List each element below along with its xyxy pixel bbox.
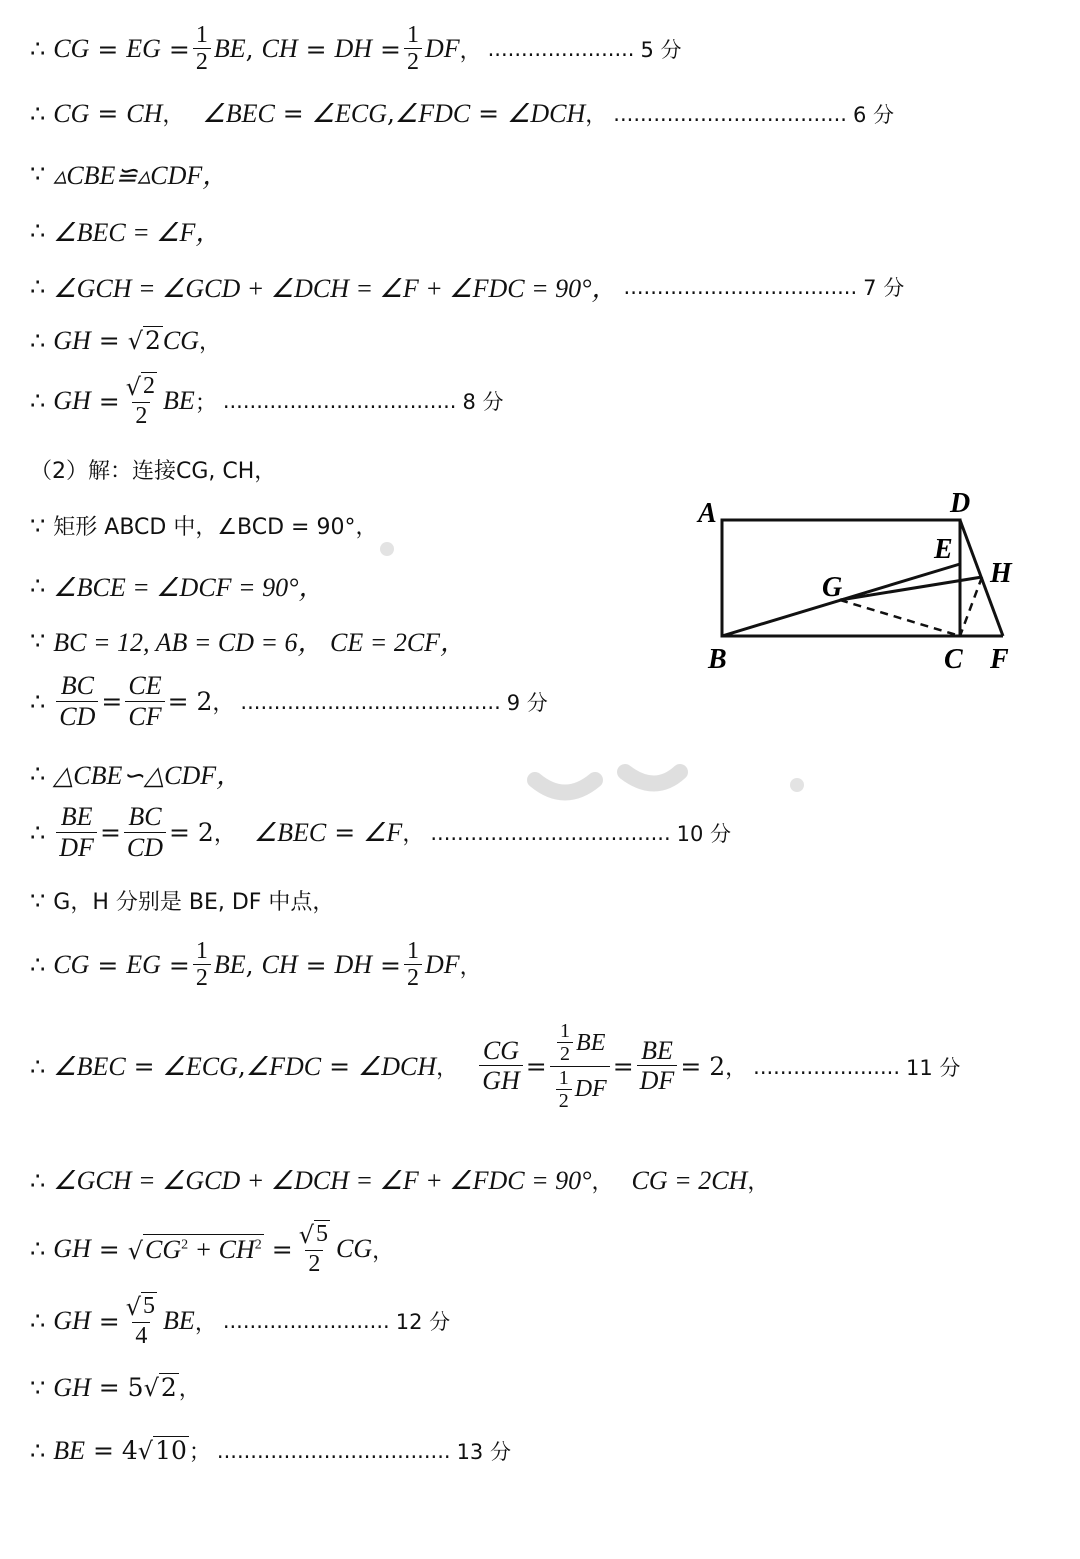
midpoint-statement: G，H 分别是 BE, DF 中点， [53,890,335,915]
proof-line-20: ∴ GH = √ 5 4 BE ， ......................... 12 分 [30,1293,451,1349]
score-label: 6 分 [852,102,894,127]
proof-line-7: ∴ GH = √ 2 2 BE ； ................................... 8 分 [30,373,504,429]
angle-statement: ∠BEC = ∠F， [53,218,222,247]
segment-cg-dashed [840,600,960,636]
therefore-symbol: ∴ [30,272,46,301]
proof-line-3 [30,155,228,192]
dots-leader: ....................................... [240,689,501,714]
label-g: G [822,572,843,603]
therefore-symbol: ∴ [30,818,46,847]
given-lengths: BC = 12, AB = CD = 6， CE = 2CF， [53,628,467,657]
dots-leader: ......................... [222,1309,390,1334]
proof-line-2: ∴ CG = CH ， ∠BEC = ∠ECG , ∠FDC = ∠DCH ， ................................... 6 分 [30,98,894,128]
therefore-symbol: ∴ [30,1052,46,1081]
watermark-dot [380,542,394,556]
therefore-symbol: ∴ [30,1436,46,1465]
proof-line-8 [30,454,276,485]
label-a: A [698,498,717,529]
therefore-symbol: ∴ [30,216,46,245]
therefore-symbol: ∴ [30,35,46,64]
proof-line-4 [30,212,221,249]
score-label: 7 分 [863,275,905,300]
proof-line-18: ∴ ∠GCH = ∠GCD + ∠DCH = ∠F + ∠FDC = 90° ， CG = 2CH ， [30,1165,770,1195]
watermark-mark [520,760,720,820]
score-label: 13 分 [456,1439,511,1464]
congruence-statement: ▵CBE≌▵CDF， [53,161,229,190]
dots-leader: ...................... [487,37,635,62]
similarity-statement: △CBE∽△CDF， [53,761,243,790]
label-c: C [944,644,963,675]
proof-line-11 [30,622,466,659]
because-symbol: ∵ [30,1373,46,1402]
because-symbol: ∵ [30,886,46,915]
therefore-symbol: ∴ [30,759,46,788]
proof-line-5 [30,268,904,305]
angle-sum-statement: ∠GCH = ∠GCD + ∠DCH = ∠F + ∠FDC = 90°， [53,274,618,303]
geometry-figure [690,488,1040,678]
proof-line-10 [30,567,325,604]
therefore-symbol: ∴ [30,1235,46,1264]
therefore-symbol: ∴ [30,1166,46,1195]
proof-line-1: ∴ CG = EG = $\frac{1}{2}$ BE , CH = DH = $\frac{1}{2}$ DF ， ...................... 5 分 [30,22,682,76]
fraction-half: $\frac{1}{2}$ [404,22,422,77]
proof-line-6: ∴ GH = √ 2 CG ， [30,325,222,356]
proof-line-9 [30,510,377,541]
score-label: 12 分 [395,1310,451,1335]
part-2-heading: （2）解：连接CG, CH， [30,459,277,484]
therefore-symbol: ∴ [30,387,46,416]
label-h: H [990,558,1012,589]
dots-leader: ................................... [623,274,858,299]
right-angle-statement: ∠BCE = ∠DCF = 90°， [53,573,325,602]
proof-line-22: ∴ BE = 4 √ 10 ； ................................... 13 分 [30,1435,511,1466]
therefore-symbol: ∴ [30,99,46,128]
rectangle-statement: 矩形 ABCD 中，∠BCD = 90°， [53,515,378,540]
score-label: 9 分 [506,690,548,715]
segment-ch-dashed [960,577,982,636]
proof-line-21: ∵ GH = 5 √ 2 ， [30,1372,201,1403]
score-label: 11 分 [906,1055,961,1080]
because-symbol: ∵ [30,626,46,655]
label-e: E [934,534,953,565]
label-d: D [950,488,971,519]
watermark-dot [790,778,804,792]
therefore-symbol: ∴ [30,326,46,355]
proof-line-17: ∴ ∠BEC = ∠ECG , ∠FDC = ∠DCH ， $\frac{CG}{GH}$ = $\frac{1}{2}$ BE $\frac{1}{2}$ DF = $\frac{BE}{DF}$ = 2 ， ...................... 11 分 [30,1020,961,1112]
dots-leader: ...................... [753,1054,901,1079]
therefore-symbol: ∴ [30,571,46,600]
dots-leader: ................................... [222,389,457,414]
proof-line-12: ∴ $\frac{BC}{CD}$ = $\frac{CE}{CF}$ = 2 ， ....................................... 9 分 [30,671,548,731]
proof-line-13 [30,755,242,792]
proof-line-19: ∴ GH = √ $CG^2 + CH^2$ = √ 5 2 CG ， [30,1221,395,1277]
score-label: 10 分 [676,821,732,846]
score-label: 5 分 [640,38,682,63]
compound-fraction: $\frac{1}{2}$ BE $\frac{1}{2}$ DF [550,1020,610,1113]
score-label: 8 分 [462,390,504,415]
therefore-symbol: ∴ [30,687,46,716]
because-symbol: ∵ [30,511,46,540]
dots-leader: ................................... [216,1438,451,1463]
therefore-symbol: ∴ [30,951,46,980]
label-b: B [708,644,727,675]
proof-line-16: ∴ CG = EG = $\frac{1}{2}$ BE , CH = DH = $\frac{1}{2}$ DF ， [30,938,482,992]
label-f: F [990,644,1009,675]
dots-leader: .................................... [430,820,671,845]
proof-line-15 [30,885,334,916]
therefore-symbol: ∴ [30,1307,46,1336]
fraction-half: $\frac{1}{2}$ [193,22,211,77]
because-symbol: ∵ [30,159,46,188]
proof-line-14: ∴ $\frac{BE}{DF}$ = $\frac{BC}{CD}$ = 2 ， ∠BEC = ∠F ， .................................... 10 分 [30,802,732,862]
dots-leader: ................................... [613,101,847,126]
